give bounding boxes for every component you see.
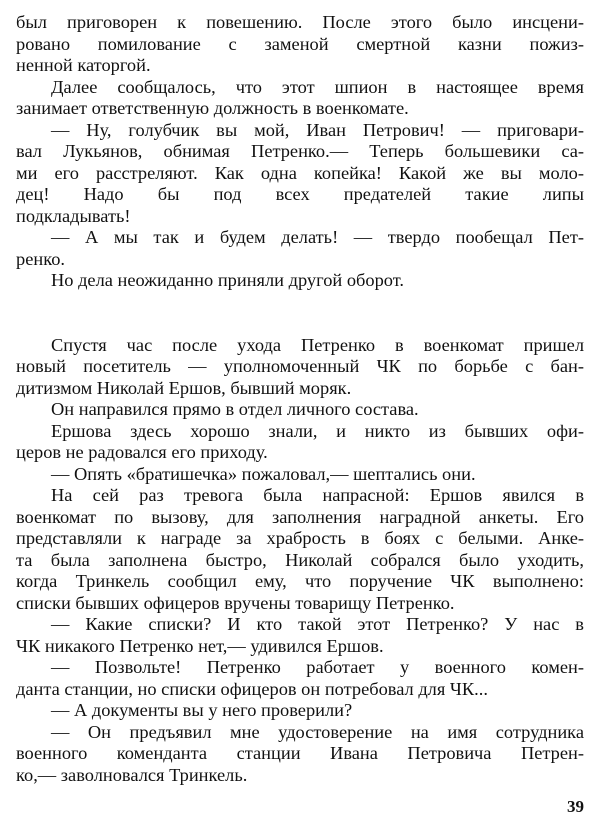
text-line: был приговорен к повешению. После этого было инсцени- <box>16 12 584 32</box>
text-line: ровано помилование с заменой смертной казни пожиз- <box>16 33 584 54</box>
text-line: Но дела неожиданно приняли другой оборот. <box>51 270 404 290</box>
text-line: ренко. <box>16 248 65 269</box>
text-block-before-break <box>16 12 584 292</box>
text-line: — Опять «братишечка» пожаловал,— шептались они. <box>51 463 476 484</box>
text-line: — Какие списки? И кто такой этот Петренко? У нас в <box>51 614 584 634</box>
text-line: новый посетитель — уполномоченный ЧК по борьбе с бан- <box>16 356 584 376</box>
text-line: подкладывать! <box>16 205 131 226</box>
page-number: 39 <box>567 797 584 816</box>
text-line: ко,— заволновался Тринкель. <box>16 764 248 785</box>
text-line: ненной каторгой. <box>16 55 151 75</box>
section-break <box>16 292 584 335</box>
text-line: — Он предъявил мне удостоверение на имя сотрудника <box>51 721 584 742</box>
text-block-after-break <box>16 335 584 787</box>
text-line: представляли к награде за храбрость в боях с белыми. Анке- <box>16 528 584 548</box>
text-line: занимает ответственную должность в военкомате. <box>16 98 409 118</box>
text-line: дитизмом Николай Ершов, бывший моряк. <box>16 377 352 398</box>
text-line: Он направился прямо в отдел личного состава. <box>51 399 419 419</box>
text-line: ми его расстреляют. Как одна копейка! Какой же вы моло- <box>16 162 584 183</box>
text-line: Спустя час после ухода Петренко в военкомат пришел <box>51 334 584 355</box>
text-line: — Ну, голубчик вы мой, Иван Петрович! — приговари- <box>51 119 584 140</box>
text-line: На сей раз тревога была напрасной: Ершов явился в <box>51 485 584 505</box>
text-line: церов не радовался его приходу. <box>16 442 268 462</box>
text-line: та была заполнена быстро, Николай собрался было уходить, <box>16 549 584 570</box>
text-line: Далее сообщалось, что этот шпион в настоящее время <box>51 76 584 97</box>
text-line: дец! Надо бы под всех предателей такие липы <box>16 184 584 204</box>
text-line: — Позвольте! Петренко работает у военного комен- <box>51 657 584 677</box>
text-line: списки бывших офицеров вручены товарищу Петренко. <box>16 592 455 613</box>
text-line: вал Лукьянов, обнимая Петренко.— Теперь большевики са- <box>16 141 584 161</box>
text-line: когда Тринкель сообщил ему, что поручение ЧК выполнено: <box>16 571 584 591</box>
text-line: военного коменданта станции Ивана Петровича Петрен- <box>16 743 584 763</box>
text-line: военкомат по вызову, для заполнения наградной анкеты. Его <box>16 506 584 527</box>
text-line: данта станции, но списки офицеров он потребовал для ЧК... <box>16 678 488 699</box>
text-line: — А документы вы у него проверили? <box>51 700 353 720</box>
text-line: Ершова здесь хорошо знали, и никто из бывших офи- <box>51 420 584 441</box>
text-line: ЧК никакого Петренко нет,— удивился Ершов. <box>16 635 384 656</box>
text-line: — А мы так и будем делать! — твердо пообещал Пет- <box>51 227 584 247</box>
